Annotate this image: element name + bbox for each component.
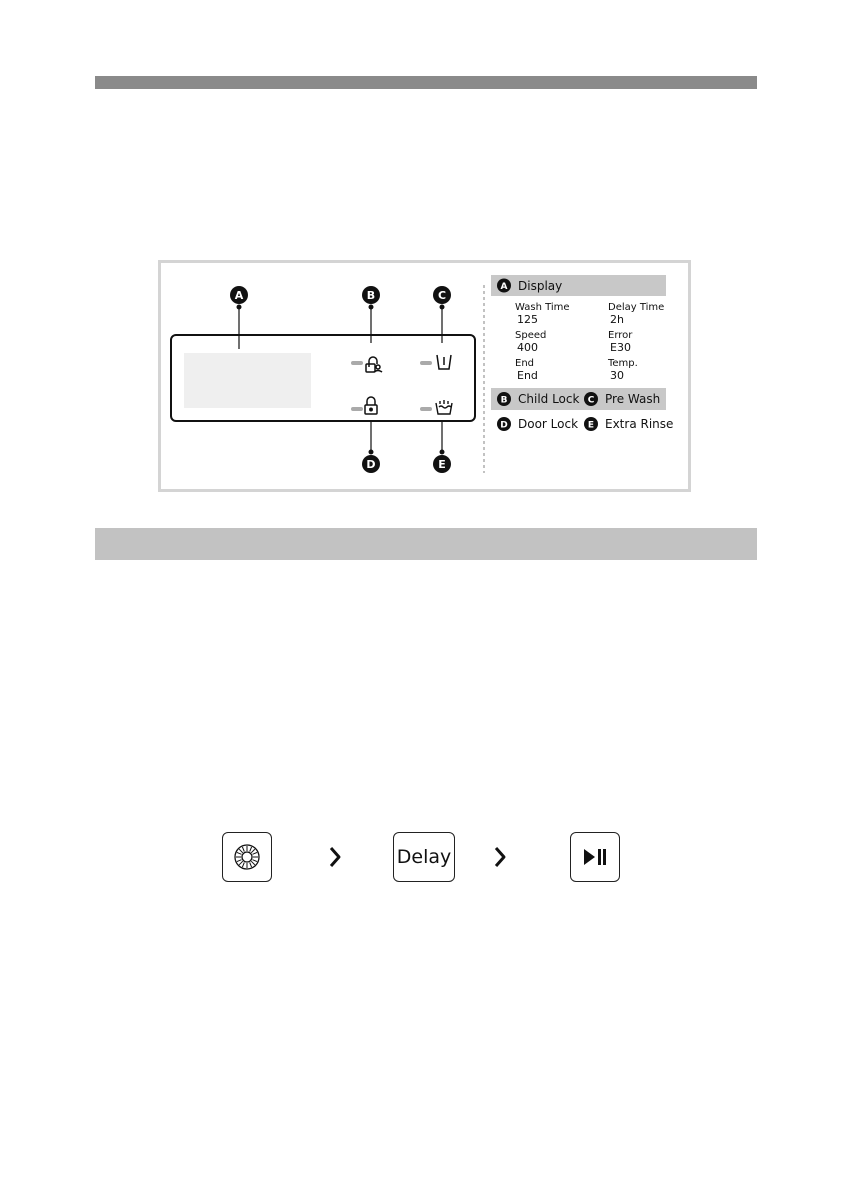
delay-button-label: Delay [396, 846, 452, 868]
child-lock-led [351, 361, 363, 365]
readout-value-speed: 400 [517, 341, 538, 354]
legend-marker-d: D [500, 420, 508, 431]
selector-dial-icon [232, 842, 262, 872]
readout-value-temp: 30 [610, 369, 624, 382]
play-pause-icon [582, 848, 608, 866]
legend-extra-rinse: Extra Rinse [605, 417, 674, 431]
marker-e: E [438, 458, 446, 471]
legend-pre-wash: Pre Wash [605, 392, 661, 406]
readout-value-delay-time: 2h [610, 313, 624, 326]
control-panel-diagram [161, 263, 688, 489]
display-area [184, 353, 311, 408]
delay-step-sequence [210, 828, 640, 888]
marker-a: A [234, 289, 244, 302]
readout-label-temp: Temp. [608, 358, 638, 369]
readout-value-wash-time: 125 [517, 313, 538, 326]
pre-wash-led [420, 361, 432, 365]
readout-label-speed: Speed [515, 330, 547, 341]
delay-button[interactable] [393, 832, 455, 882]
section-header-bar [95, 528, 757, 560]
chevron-right-icon [493, 846, 507, 868]
marker-c: C [437, 289, 447, 302]
readout-label-wash-time: Wash Time [515, 302, 570, 313]
readout-label-delay-time: Delay Time [608, 302, 665, 313]
start-pause-button[interactable] [570, 832, 620, 882]
top-section-rule [95, 76, 757, 89]
chevron-right-icon [328, 846, 342, 868]
readout-label-end: End [515, 358, 535, 369]
legend-marker-b: B [500, 395, 508, 406]
readout-value-error: E30 [610, 341, 631, 354]
selector-dial-button[interactable] [222, 832, 272, 882]
legend-child-lock: Child Lock [518, 392, 580, 406]
marker-d: D [366, 458, 376, 471]
door-lock-led [351, 407, 363, 411]
legend-door-lock: Door Lock [518, 417, 579, 431]
control-panel-figure [158, 260, 691, 492]
legend-display-title: Display [518, 279, 563, 293]
legend-marker-a: A [500, 282, 508, 292]
legend-marker-e: E [587, 420, 595, 431]
readout-label-error: Error [608, 330, 633, 341]
legend-marker-c: C [587, 395, 595, 406]
readout-value-end: End [517, 369, 538, 382]
marker-b: B [366, 289, 376, 302]
extra-rinse-led [420, 407, 432, 411]
